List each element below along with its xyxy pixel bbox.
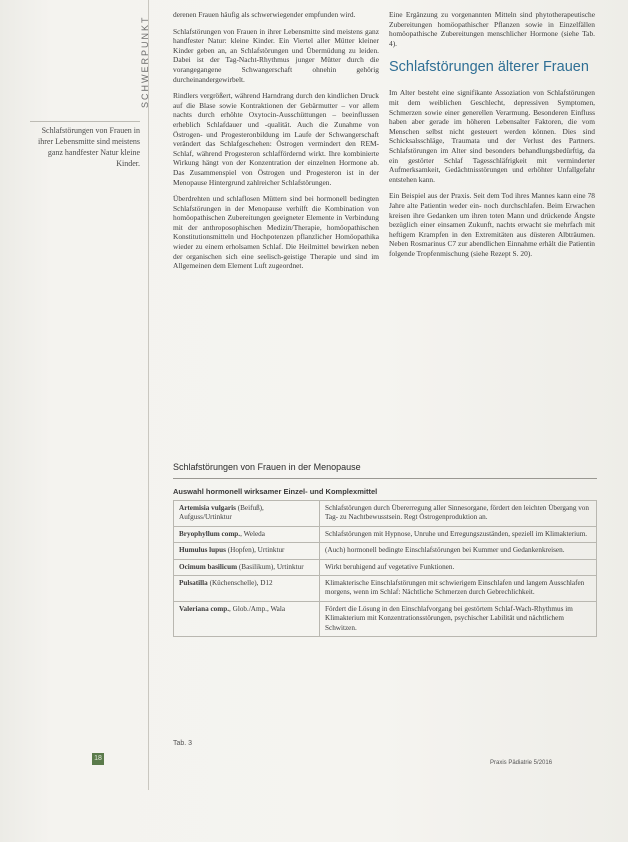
paragraph: derenen Frauen häufig als schwerwiegender empfunden wird. xyxy=(173,10,356,19)
table-row xyxy=(174,526,597,542)
paragraph: Im Alter besteht eine signifikante Assoziation von Schlafstörungen mit dem weiblichen Geschlecht, depressiven Symptomen, Schmerzen sowie einer generellen Verarmung. Besonderen Einfluss haben aber gerade im höheren Lebensalter Faktoren, die vom Menschen selbst nicht gesteuert werden können. Dies sind Schicksalsschläge, Traumata und der Verlust des Partners. Schlafstörungen im Alter sind besonders behandlungsbedürftig, da ein gestörter Schlaf Tagesschläfrigkeit mit verminderter Aufmerksamkeit, Gedächtnisstörungen und erhöhter Unfallgefahr entstehen kann. xyxy=(389,88,595,184)
remedy-name-cell xyxy=(174,559,320,575)
section-heading: Schlafstörungen älterer Frauen xyxy=(389,59,589,76)
remedy-name-cell xyxy=(174,526,320,542)
remedy-table xyxy=(173,462,597,637)
paragraph: Ein Beispiel aus der Praxis. Seit dem Tod ihres Mannes kann eine 78 Jahre alte Patientin weder ein- noch durchschlafen. Beim Erwachen kreisen ihre Gedanken um ihren toten Mann und drückende Ängste bezüglich einer einsamen Zukunft, nachts erwacht sie mehrfach mit heftigem Krampfen in den Extremitäten aus düsteren Albträumen. Neben Rosmarinus C7 zur abendlichen Einnahme erhält die Patientin folgende Tropfenmischung (siehe Rezept S. 20). xyxy=(389,191,595,258)
paragraph: Eine Ergänzung zu vorgenannten Mitteln sind phytotherapeutische Zubereitungen homöopathischer Pflanzen sowie in Einzelfällen homöopathische Zubereitungen menschlicher Hormone (siehe Tab. 4). xyxy=(389,10,595,48)
remedy-name-cell xyxy=(174,576,320,602)
remedy-description: (Auch) hormonell bedingte Einschlafstörungen bei Kummer und Gedankenkreisen. xyxy=(320,543,597,559)
remedy-description: Schlafstörungen mit Hypnose, Unruhe und Erregungszuständen, speziell im Klimakterium. xyxy=(320,526,597,542)
margin-divider xyxy=(148,0,149,790)
remedy-form: (Küchenschelle), D12 xyxy=(207,579,273,588)
remedy-description: Fördert die Lösung in den Einschlafvorgang bei gestörtem Schlaf-Wach-Rhythmus im Klimakterium mit Konzentrationsstörungen, psychischer Labilität und nächtlichem Schwitzen. xyxy=(320,601,597,636)
remedy-name: Humulus lupus xyxy=(179,546,226,555)
remedy-name-cell xyxy=(174,601,320,636)
page-number: 18 xyxy=(92,753,104,765)
remedy-form: , Weleda xyxy=(240,529,265,538)
table-subtitle: Auswahl hormonell wirksamer Einzel- und Komplexmittel xyxy=(173,487,378,496)
sidenote-rule xyxy=(30,121,140,122)
right-column xyxy=(389,10,595,265)
paragraph: Überdrehten und schlaflosen Müttern sind bei hormonell bedingten Schlafstörungen in der Menopause verhilft die Kombination von homöopathischen Zubereitungen geeigneter Elemente in Verbindung mit der anthroposophischen Medizin/Therapie, homöopathischen Konstitutionsmitteln und Hochpotenzen pflanzlicher Homöopathika wieder zu einem erholsamen Schlaf. Die Heilmittel bewirken neben der organischen sich eine seelisch-geistige Therapie und sind im Allgemeinen dem Element Luft zugeordnet. xyxy=(173,194,379,271)
paragraph: Rindlers vergrößert, während Harndrang durch den kindlichen Druck auf die Blase sowie Kontraktionen der Gebärmutter – vor allem nachts durch erhöhte Oxytocin-Ausschüttungen – beeinflussen erheblich Schlafdauer und -qualität. Auch die Zunahme von Östrogen- und Progesteronbildung im Laufe der Schwangerschaft verändert das Schlafgeschehen: Östrogen vermindert den REM-Schlaf, während Progesteron schlaffördernd wirkt. Ihre kombinierte Wirkung hängt von der Konzentration der einzelnen Hormone ab. Das Zusammenspiel von Östrogen und Progesteron ist in der Menopause Hintergrund zahlreicher Schlafstörungen. xyxy=(173,91,379,187)
table-row xyxy=(174,576,597,602)
remedy-name: Artemisia vulgaris xyxy=(179,504,236,512)
table-row xyxy=(174,501,597,527)
section-tag: SCHWERPUNKT xyxy=(140,15,150,108)
table xyxy=(173,500,597,637)
table-row xyxy=(174,543,597,559)
remedy-description: Klimakterische Einschlafstörungen mit schwierigem Einschlafen und langem Ausschlafen morgens, wenn im Schlaf: Nächtliche Schmerzen durch Gebrechlichkeit. xyxy=(320,576,597,602)
table-reference: Tab. 3 xyxy=(173,740,193,747)
paragraph: Schlafstörungen von Frauen in ihrer Lebensmitte sind meistens ganz handfester Natur: kleine Kinder. Ein Viertel aller Mütter kleiner Kinder geben an, an Schlafstörungen und Übermüdung zu leiden. Dabei ist der Tag-Nacht-Rhythmus junger Mütter durch die vorangegangene Schwangerschaft ohnehin gehörig durcheinandergewirbelt. xyxy=(173,26,379,84)
remedy-name: Ocimum basilicum xyxy=(179,562,238,571)
remedy-description: Wirkt beruhigend auf vegetative Funktionen. xyxy=(320,559,597,575)
remedy-name: Valeriana comp. xyxy=(179,604,230,613)
left-column xyxy=(173,10,379,278)
remedy-name: Bryophyllum comp. xyxy=(179,529,241,538)
remedy-form: (Basilikum), Urtinktur xyxy=(237,562,304,571)
remedy-form: , Glob./Amp., Wala xyxy=(229,604,286,613)
journal-footer: Praxis Pädiatrie 5/2016 xyxy=(490,760,553,766)
remedy-description: Schlafstörungen durch Übererregung aller Sinnesorgane, fördert den leichten Übergang von Tag- zu Nachtbewusstsein. Regt Östrogenproduktion an. xyxy=(320,501,597,527)
remedy-form: (Hopfen), Urtinktur xyxy=(225,546,285,555)
remedy-name-cell xyxy=(174,543,320,559)
remedy-name-cell xyxy=(174,501,320,527)
table-row xyxy=(174,559,597,575)
margin-note: Schlafstörungen von Frauen in ihrer Lebensmitte sind meistens ganz handfester Natur kleine Kinder. xyxy=(38,126,140,168)
table-title: Schlafstörungen von Frauen in der Menopause xyxy=(173,462,597,479)
remedy-name: Pulsatilla xyxy=(179,579,208,588)
remedy-form: (Beifuß), Aufguss/Urtinktur xyxy=(179,504,264,522)
table-row xyxy=(174,601,597,636)
